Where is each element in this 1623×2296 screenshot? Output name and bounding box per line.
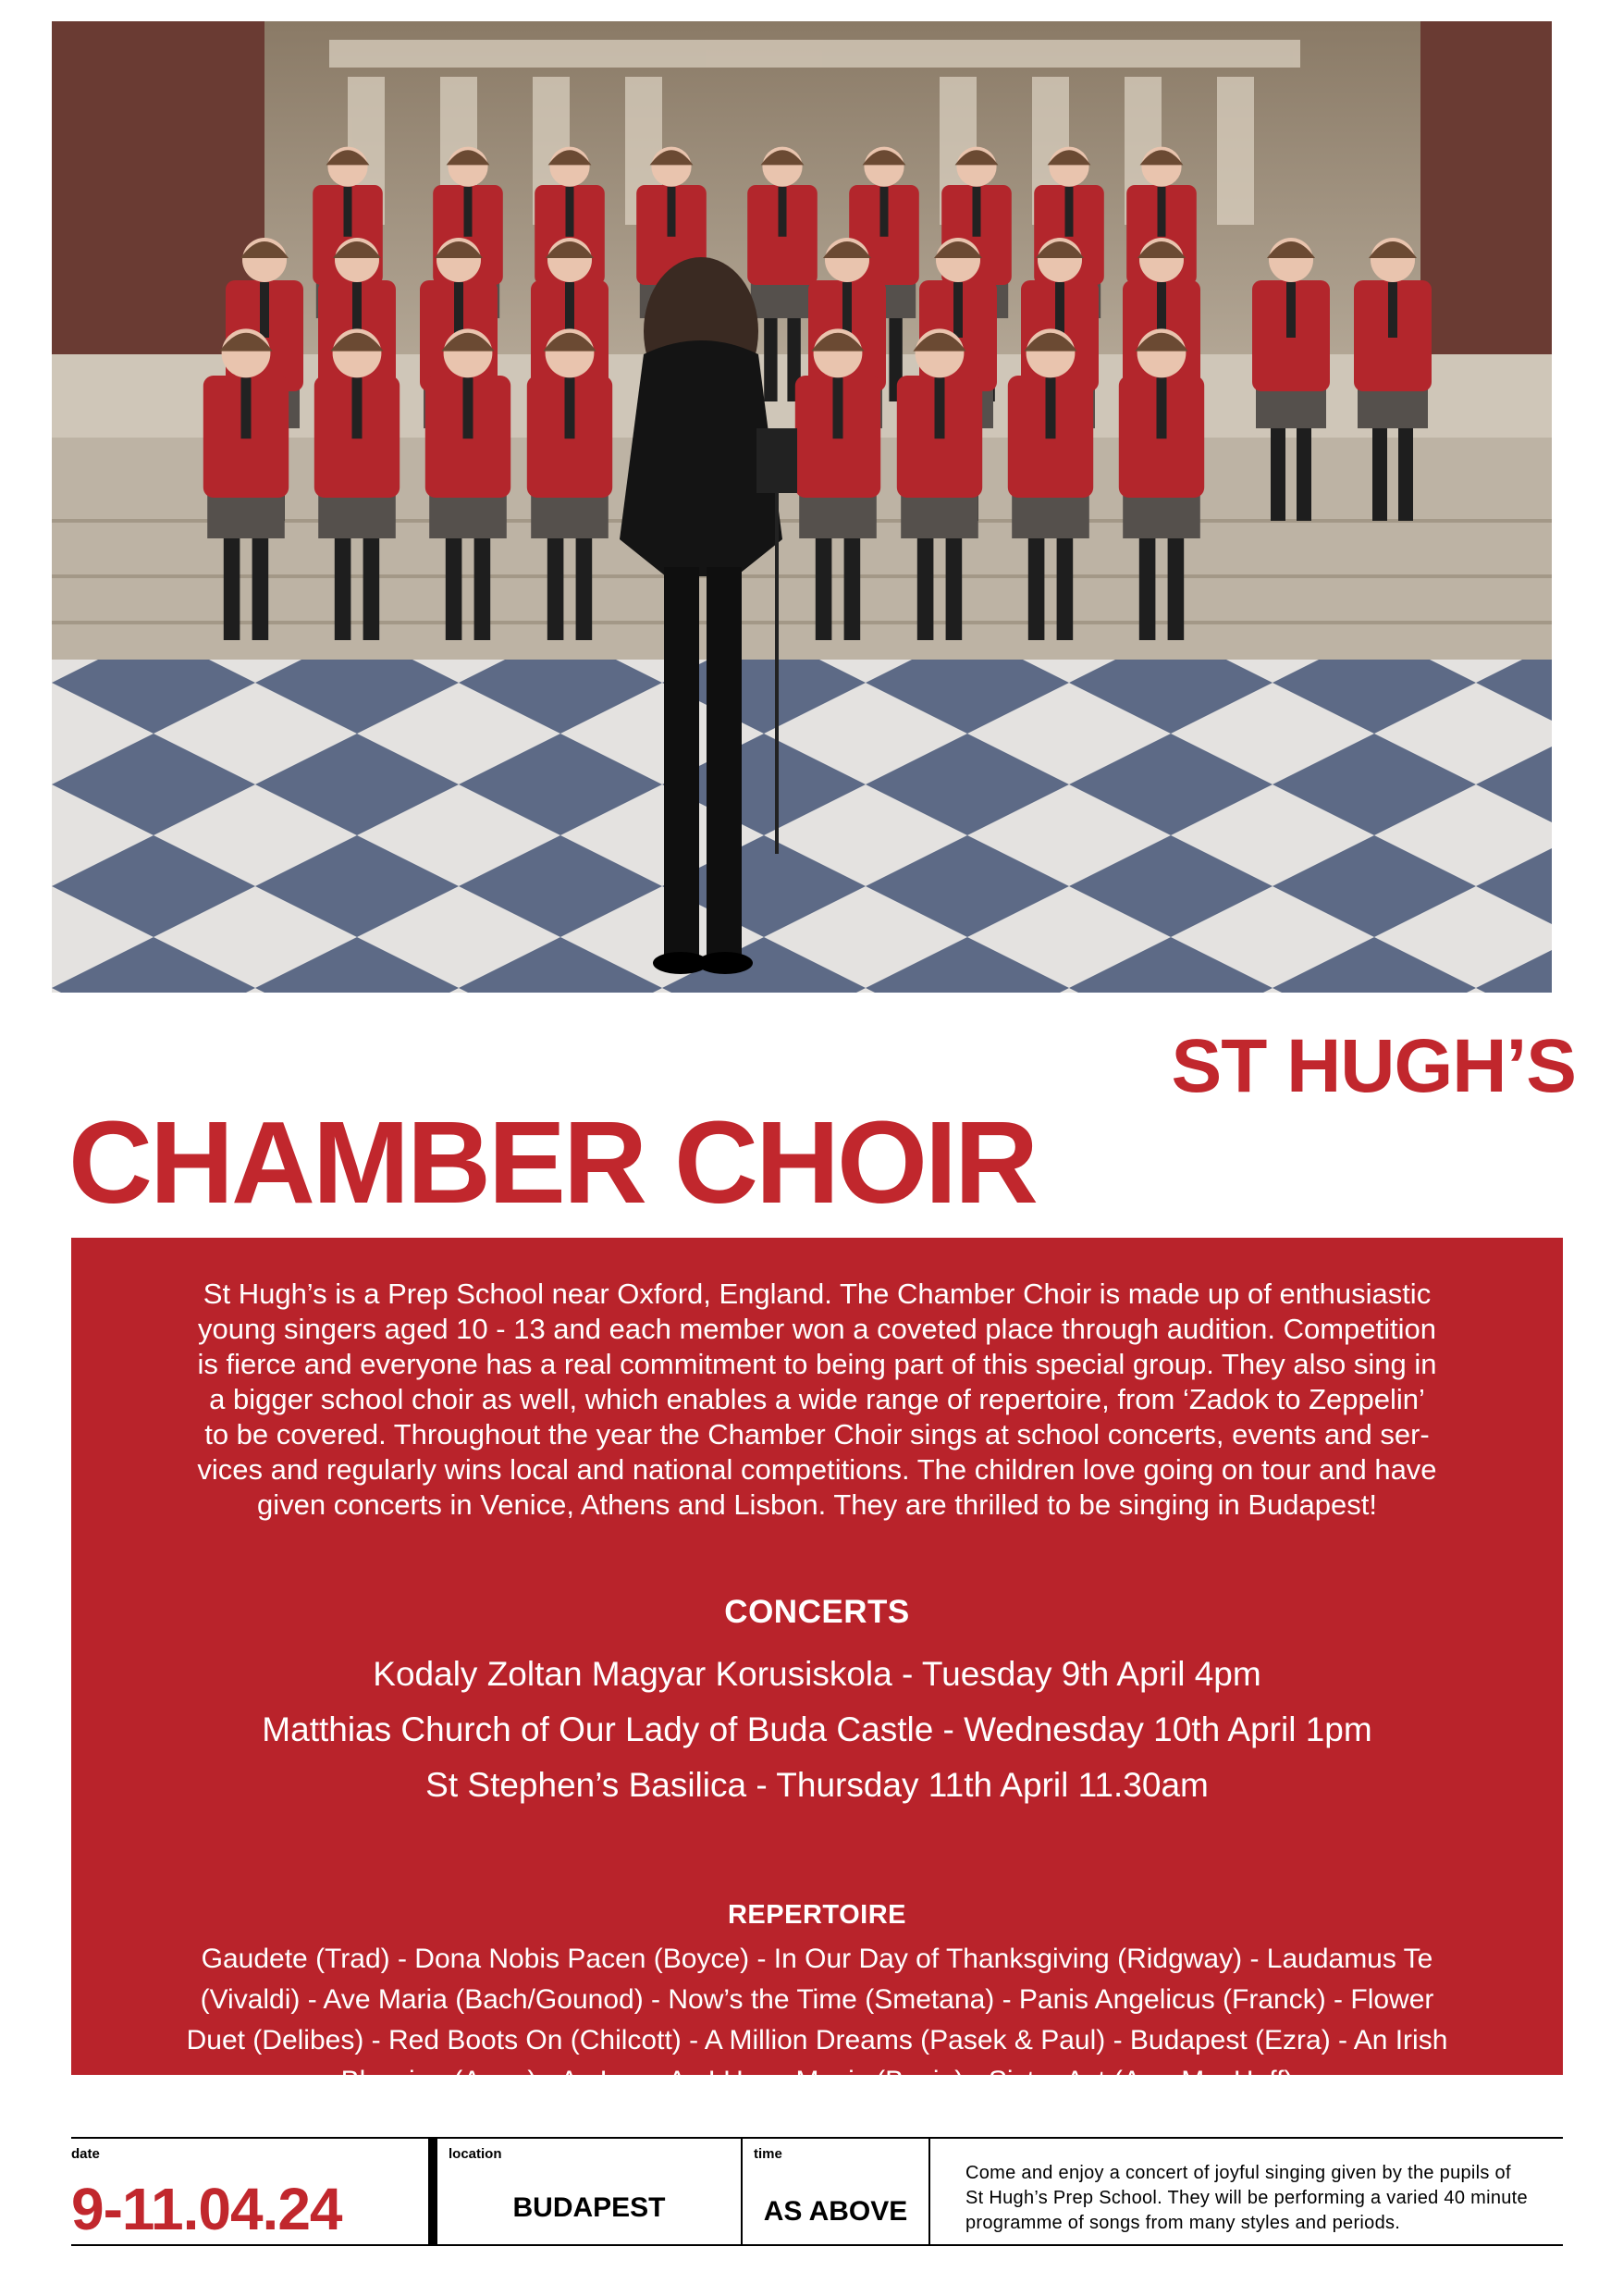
checkered-floor (52, 660, 1552, 993)
concert-item: Matthias Church of Our Lady of Buda Castle - Wednesday 10th April 1pm (262, 1710, 1372, 1748)
event-description: Come and enjoy a concert of joyful singing given by the pupils of St Hugh’s Prep School. They will be performing a varied 40 minute programme of songs from many styles and periods. (965, 2163, 1528, 2233)
repertoire-list: Gaudete (Trad) - Dona Nobis Pacen (Boyce) - In Our Day of Thanksgiving (Ridgway) - Laudamus Te (Vivaldi) - Ave Maria (Bach/Gounod) - Now’s the Time (Smetana) - Panis Angelicus (Franck) - Flower Duet (Delibes) - Red Boots On (Chilcott) - A Million Dreams (Pasek & Paul) - Budapest (Ezra) - An Irish Blessing (Anon) - As Long As I Have Music (Besig) - Sister Act (Are. MacHuff) (186, 1944, 1448, 2096)
location-cell (428, 2139, 741, 2244)
time-label: time (754, 2146, 782, 2162)
concert-item: Kodaly Zoltan Magyar Korusiskola - Tuesday 9th April 4pm (373, 1655, 1261, 1693)
repertoire-heading: REPERTOIRE (727, 1900, 906, 1930)
date-label: date (71, 2146, 100, 2162)
school-name-title: ST HUGH’S (1171, 1024, 1576, 1108)
date-cell (71, 2139, 428, 2244)
choir-title: CHAMBER CHOIR (68, 1097, 1036, 1228)
choir-photo (52, 21, 1552, 993)
concerts-heading: CONCERTS (724, 1594, 910, 1630)
concert-item: St Stephen’s Basilica - Thursday 11th April 11.30am (425, 1766, 1209, 1804)
location-label: location (449, 2146, 502, 2162)
info-panel (71, 1238, 1563, 2096)
time-value: AS ABOVE (763, 2196, 908, 2227)
choir-photo-illustration (52, 21, 1552, 993)
date-value: 9-11.04.24 (71, 2176, 342, 2242)
concert-list (71, 1647, 1563, 1813)
intro-paragraph: St Hugh’s is a Prep School near Oxford, England. The Chamber Choir is made up of enthusiastic young singers aged 10 - 13 and each member won a coveted place through audition. Competition is fierce and everyone has a real commitment to being part of this special group. They also sing in a bigger school choir as well, which enables a wide range of repertoire, from ‘Zadok to Zeppelin’ to be covered. Throughout the year the Chamber Choir sings at school concerts, events and ser- vices and regularly wins local and national competitions. The children love going on tour and have given concerts in Venice, Athens and Lisbon. They are thrilled to be singing in Budapest! (197, 1278, 1437, 1521)
location-value: BUDAPEST (512, 2192, 666, 2223)
event-info-bar (71, 2137, 1563, 2246)
time-cell (741, 2139, 928, 2244)
description-cell (928, 2139, 1563, 2244)
